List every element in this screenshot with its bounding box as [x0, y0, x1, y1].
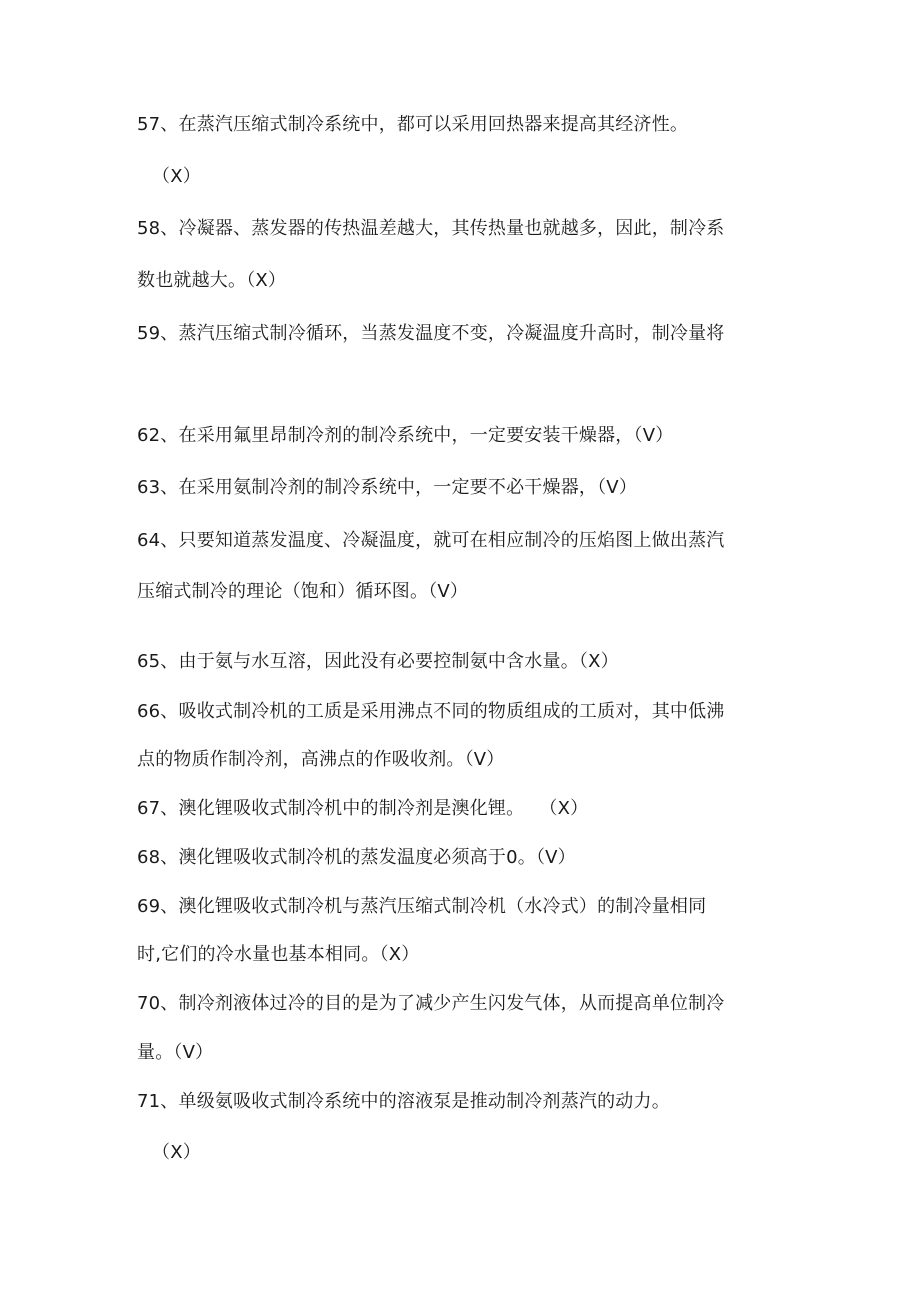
q71-line-1: 71、单级氨吸收式制冷系统中的溶液泵是推动制冷剂蒸汽的动力。 — [137, 1091, 670, 1112]
q57-answer: （X） — [152, 166, 201, 187]
q59-line-1: 59、蒸汽压缩式制冷循环，当蒸发温度不变，冷凝温度升高时，制冷量将 — [137, 323, 725, 344]
q69-line-2: 时,它们的冷水量也基本相同。（X） — [137, 944, 420, 965]
q64-line-1: 64、只要知道蒸发温度、冷凝温度，就可在相应制冷的压焰图上做出蒸汽 — [137, 530, 725, 551]
q57-line-1: 57、在蒸汽压缩式制冷系统中，都可以采用回热器来提高其经济性。 — [137, 114, 689, 135]
q70-line-2: 量。（V） — [137, 1042, 214, 1063]
q66-line-1: 66、吸收式制冷机的工质是采用沸点不同的物质组成的工质对，其中低沸 — [137, 701, 725, 722]
q65-line-1: 65、由于氨与水互溶，因此没有必要控制氨中含水量。（X） — [137, 651, 619, 672]
q58-line-1: 58、冷凝器、蒸发器的传热温差越大，其传热量也就越多，因此，制冷系 — [137, 218, 725, 239]
q63-line-1: 63、在采用氨制冷剂的制冷系统中，一定要不必干燥器，（V） — [137, 477, 638, 498]
q58-line-2: 数也就越大。（X） — [137, 270, 287, 291]
q67-line-1: 67、澳化锂吸收式制冷机中的制冷剂是澳化锂。 （X） — [137, 798, 589, 819]
q71-answer: （X） — [152, 1142, 201, 1163]
q66-line-2: 点的物质作制冷剂，高沸点的作吸收剂。（V） — [137, 749, 505, 770]
q70-line-1: 70、制冷剂液体过冷的目的是为了减少产生闪发气体，从而提高单位制冷 — [137, 993, 725, 1014]
q68-line-1: 68、澳化锂吸收式制冷机的蒸发温度必须高于0。（V） — [137, 847, 576, 868]
q62-line-1: 62、在采用氟里昂制冷剂的制冷系统中，一定要安装干燥器，（V） — [137, 425, 674, 446]
q64-line-2: 压缩式制冷的理论（饱和）循环图。（V） — [137, 581, 469, 602]
q69-line-1: 69、澳化锂吸收式制冷机与蒸汽压缩式制冷机（水冷式）的制冷量相同 — [137, 896, 707, 917]
